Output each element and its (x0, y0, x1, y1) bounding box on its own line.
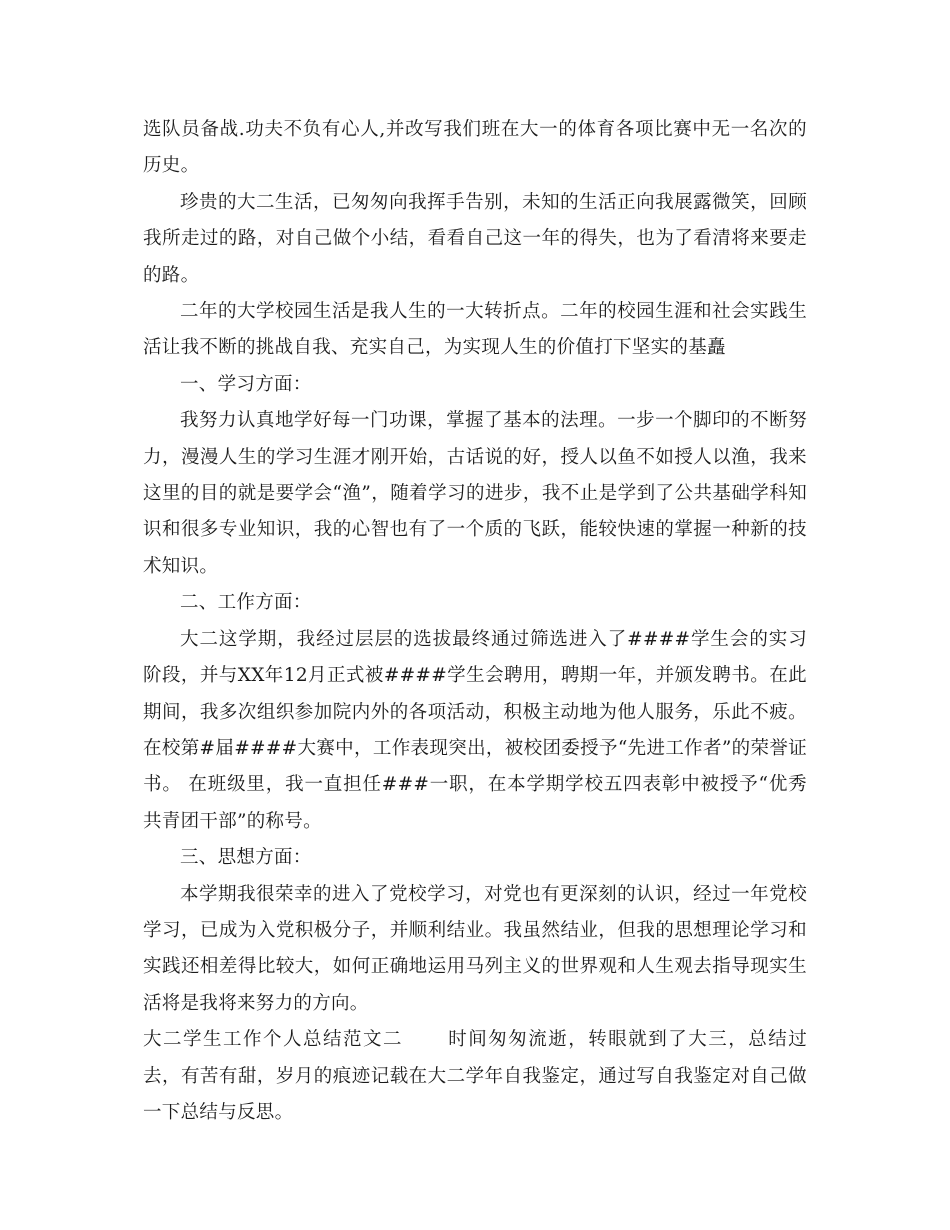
second-sample-title: 大二学生工作个人总结范文二 (143, 1029, 403, 1051)
heading-work: 二、工作方面： (180, 592, 312, 614)
paragraph-second-sample (143, 1022, 807, 1131)
second-sample-text: 时间匆匆流逝，转眼就到了大三，总结过去，有苦有甜，岁月的痕迹记载在大二学年自我鉴定，通过写自我鉴定对自己做一下总结与反思。 (143, 1029, 807, 1123)
paragraph-study: 我努力认真地学好每一门功课，掌握了基本的法理。一步一个脚印的不断努力，漫漫人生的学习生涯才刚开始，古话说的好，授人以鱼不如授人以渔，我来这里的目的就是要学会“渔”，随着学习的进步，我不止是学到了公共基础学科知识和很多专业知识，我的心智也有了一个质的飞跃，能较快速的掌握一种新的技术知识。 (143, 410, 807, 577)
paragraph-campus-life: 二年的大学校园生活是我人生的一大转折点。二年的校园生涯和社会实践生活让我不断的挑战自我、充实自己，为实现人生的价值打下坚实的基矗 (143, 301, 807, 359)
paragraph-continuation: 选队员备战.功夫不负有心人,并改写我们班在大一的体育各项比赛中无一名次的历史。 (143, 119, 807, 177)
paragraph-work: 大二这学期，我经过层层的选拔最终通过筛选进入了####学生会的实习阶段，并与XX年12月正式被####学生会聘用，聘期一年，并颁发聘书。在此期间，我多次组织参加院内外的各项活动，积极主动地为他人服务，乐此不疲。在校第#届####大赛中，工作表现突出，被校团委授予“先进工作者”的荣誉证书。 在班级里，我一直担任###一职，在本学期学校五四表彰中被授予“优秀共青团干部”的称号。 (143, 628, 807, 832)
paragraph-sophomore-life: 珍贵的大二生活，已匆匆向我挥手告别，未知的生活正向我展露微笑，回顾我所走过的路，对自己做个小结，看看自己这一年的得失，也为了看清将来要走的路。 (143, 191, 807, 286)
document-body (143, 112, 807, 1131)
heading-study: 一、学习方面： (180, 373, 312, 395)
heading-thought: 三、思想方面： (180, 847, 312, 869)
paragraph-thought: 本学期我很荣幸的进入了党校学习，对党也有更深刻的认识，经过一年党校学习，已成为入党积极分子，并顺利结业。我虽然结业，但我的思想理论学习和实践还相差得比较大，如何正确地运用马列主义的世界观和人生观去指导现实生活将是我将来努力的方向。 (143, 883, 807, 1014)
